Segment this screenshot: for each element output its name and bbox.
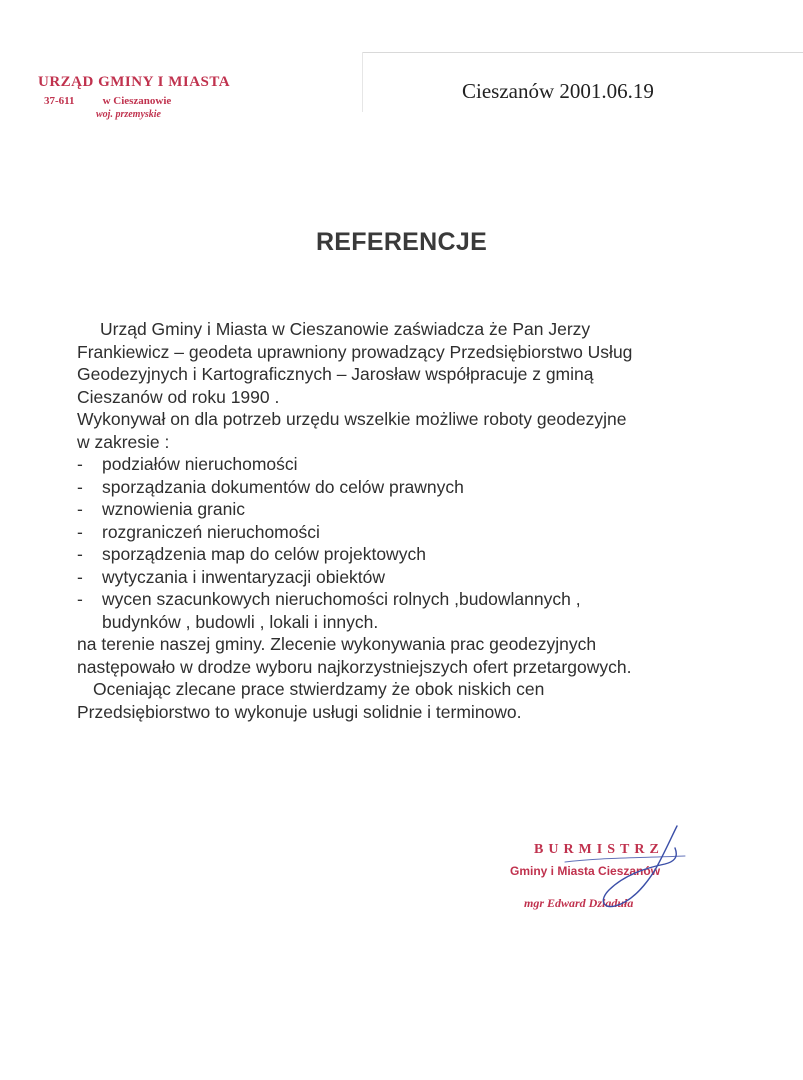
- signature-stroke: [603, 826, 677, 907]
- office-stamp: [38, 74, 268, 120]
- signature-name: mgr Edward Dziaduła: [524, 896, 634, 910]
- list-item-text: podziałów nieruchomości: [102, 454, 298, 474]
- list-item-text: sporządzenia map do celów projektowych: [102, 544, 426, 564]
- list-item-text: sporządzania dokumentów do celów prawnych: [102, 476, 464, 497]
- list-item-text: wznowienia granic: [102, 499, 245, 519]
- list-item: [77, 543, 777, 566]
- list-dash: -: [77, 566, 83, 587]
- paragraph3-line: na terenie naszej gminy. Zlecenie wykonywania prac geodezyjnych: [77, 634, 597, 654]
- list-dash: -: [77, 476, 83, 497]
- list-item: [77, 498, 777, 521]
- list-dash: -: [77, 589, 83, 609]
- list-item-text: wycen szacunkowych nieruchomości rolnych ,budowlannych ,: [102, 589, 581, 609]
- list-item-text: wytyczania i inwentaryzacji obiektów: [102, 566, 386, 587]
- list-item-continuation: budynków , budowli , lokali i innych.: [102, 611, 379, 632]
- signature-subtitle: Gminy i Miasta Cieszanów: [510, 864, 661, 878]
- paragraph2-line: w zakresie :: [77, 431, 170, 452]
- list-dash: -: [77, 499, 83, 519]
- list-dash: -: [77, 454, 83, 474]
- stamp-office-name: URZĄD GMINY I MIASTA: [38, 74, 231, 90]
- paragraph1-line: Frankiewicz – geodeta uprawniony prowadzący Przedsiębiorstwo Usług: [77, 341, 633, 362]
- paragraph4-line: Przedsiębiorstwo to wykonuje usługi solidnie i terminowo.: [77, 701, 522, 722]
- paper-edge-line: [362, 52, 803, 53]
- list-item: [77, 566, 777, 589]
- signature-title: BURMISTRZ: [534, 842, 664, 857]
- paragraph2-line: Wykonywał on dla potrzeb urzędu wszelkie możliwe roboty geodezyjne: [77, 409, 627, 429]
- list-dash: -: [77, 544, 83, 564]
- paragraph3-line: następowało w drodze wyboru najkorzystniejszych ofert przetargowych.: [77, 656, 632, 677]
- paragraph4-line: Oceniając zlecane prace stwierdzamy że obok niskich cen: [93, 679, 545, 699]
- list-item: [77, 521, 777, 544]
- handwritten-signature: [545, 818, 695, 918]
- paragraph1-line: Urząd Gminy i Miasta w Cieszanowie zaświadcza że Pan Jerzy: [100, 319, 591, 339]
- signature-stroke: [565, 856, 685, 862]
- list-item: [77, 476, 777, 499]
- list-item: [77, 588, 777, 611]
- stamp-address: [38, 95, 268, 107]
- list-item-text: rozgraniczeń nieruchomości: [102, 521, 320, 542]
- stamp-postal-code: 37-611: [44, 95, 75, 107]
- stamp-region: woj. przemyskie: [96, 109, 161, 120]
- paper-edge-line-vertical: [362, 52, 363, 112]
- list-item: [77, 453, 777, 476]
- paragraph1-line: Cieszanów od roku 1990 .: [77, 386, 280, 407]
- paragraph1-line: Geodezyjnych i Kartograficznych – Jarosław współpracuje z gminą: [77, 364, 594, 384]
- document-body: [77, 318, 777, 723]
- list-dash: -: [77, 521, 83, 542]
- document-date: Cieszanów 2001.06.19: [462, 79, 654, 103]
- document-title: REFERENCJE: [315, 228, 488, 256]
- stamp-city: w Cieszanowie: [102, 95, 172, 107]
